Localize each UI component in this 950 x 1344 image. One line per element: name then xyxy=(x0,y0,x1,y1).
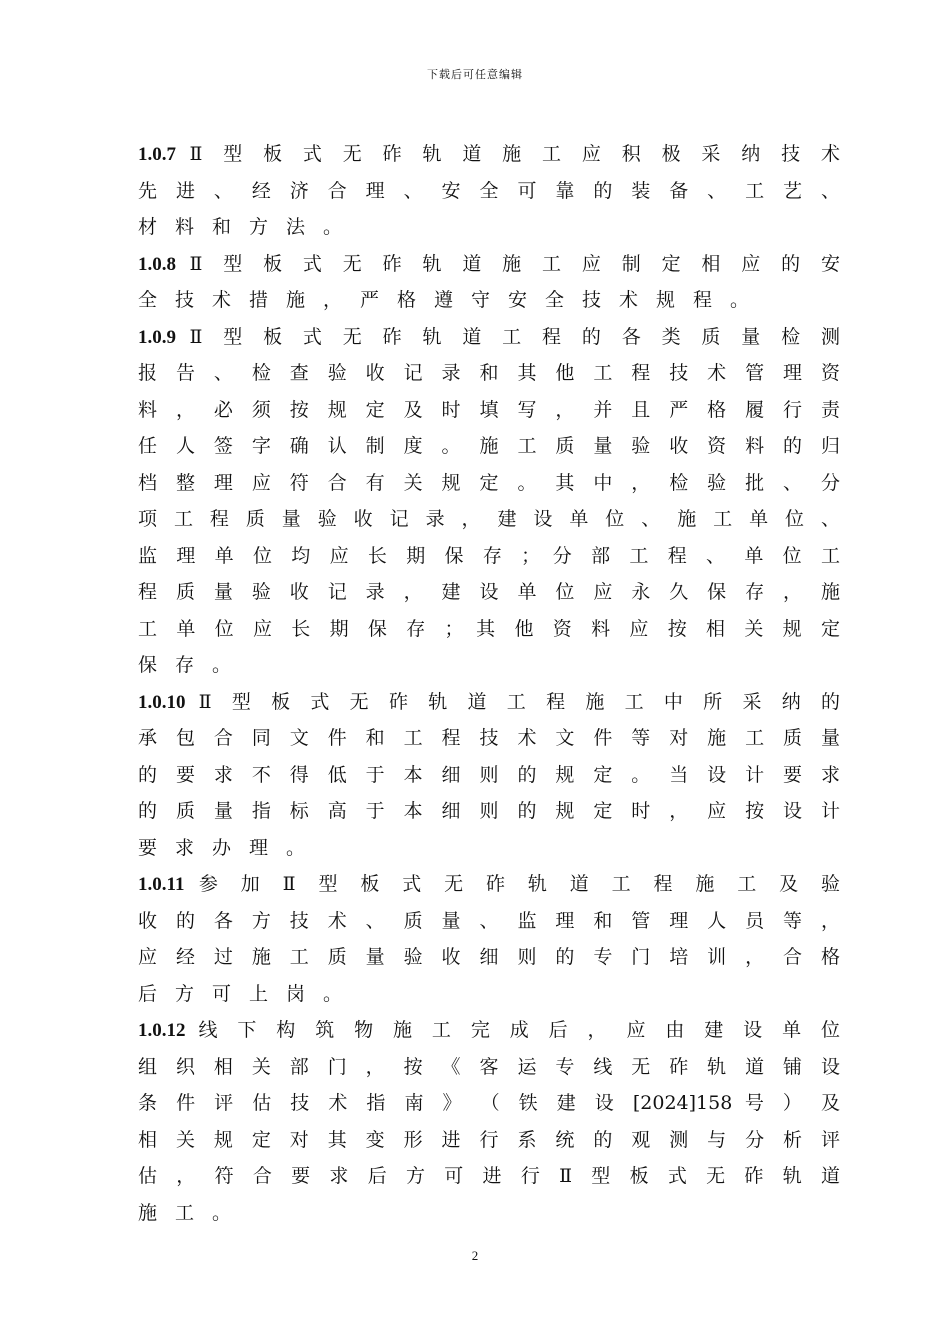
text-line xyxy=(138,611,840,648)
clause-number: 1.0.7 xyxy=(138,144,176,165)
clause-line xyxy=(138,319,840,356)
line-text: 程 质 量 验 收 记 录 ， 建 设 单 位 应 永 久 保 存 ， 施 xyxy=(138,581,840,603)
clause-line xyxy=(138,1012,840,1049)
line-text: 报 告 、 检 查 验 收 记 录 和 其 他 工 程 技 术 管 理 资 xyxy=(138,362,840,384)
text-line xyxy=(138,939,840,976)
line-text: 的 质 量 指 标 高 于 本 细 则 的 规 定 时 ， 应 按 设 计 xyxy=(138,800,840,822)
line-text: 线 下 构 筑 物 施 工 完 成 后 ， 应 由 建 设 单 位 xyxy=(198,1019,840,1041)
line-text: 监 理 单 位 均 应 长 期 保 存 ； 分 部 工 程 、 单 位 工 xyxy=(138,544,840,567)
line-text: 收 的 各 方 技 术 、 质 量 、 监 理 和 管 理 人 员 等 ， xyxy=(138,909,840,932)
line-text: 承 包 合 同 文 件 和 工 程 技 术 文 件 等 对 施 工 质 量 xyxy=(138,727,840,749)
clause-number: 1.0.11 xyxy=(138,874,185,895)
text-line xyxy=(138,392,840,429)
clause-number: 1.0.12 xyxy=(138,1020,186,1041)
text-line xyxy=(138,1195,840,1232)
clause-number: 1.0.9 xyxy=(138,326,176,348)
line-text: Ⅱ 型 板 式 无 砟 轨 道 工 程 的 各 类 质 量 检 测 xyxy=(189,325,840,348)
line-text: Ⅱ 型 板 式 无 砟 轨 道 工 程 施 工 中 所 采 纳 的 xyxy=(198,690,840,713)
text-line xyxy=(138,209,840,246)
text-line xyxy=(138,1122,840,1159)
line-text: 应 经 过 施 工 质 量 验 收 细 则 的 专 门 培 训 ， 合 格 xyxy=(138,946,840,968)
line-text: 档 整 理 应 符 合 有 关 规 定 。 其 中 ， 检 验 批 、 分 xyxy=(138,471,840,494)
text-line xyxy=(138,903,840,940)
clause-line xyxy=(138,246,840,283)
line-text: 施工。 xyxy=(138,1201,250,1224)
line-text: 先 进 、 经 济 合 理 、 安 全 可 靠 的 装 备 、 工 艺 、 xyxy=(138,179,840,202)
text-line xyxy=(138,1049,840,1086)
line-text: 相 关 规 定 对 其 变 形 进 行 系 统 的 观 测 与 分 析 评 xyxy=(138,1128,840,1151)
line-text: 料 ， 必 须 按 规 定 及 时 填 写 ， 并 且 严 格 履 行 责 xyxy=(138,398,840,421)
clause-line xyxy=(138,136,840,173)
text-line xyxy=(138,282,840,319)
line-text: 条 件 评 估 技 术 指 南 》 （ 铁 建 设 [2024]158 号 ） 及 xyxy=(138,1092,840,1114)
line-text: 组 织 相 关 部 门 ， 按 《 客 运 专 线 无 砟 轨 道 铺 设 xyxy=(138,1055,840,1078)
text-line xyxy=(138,173,840,210)
line-text: 要求办理。 xyxy=(138,836,324,859)
text-line xyxy=(138,1085,840,1122)
text-line xyxy=(138,355,840,392)
line-text: Ⅱ 型 板 式 无 砟 轨 道 施 工 应 积 极 采 纳 技 术 xyxy=(189,143,840,165)
clause-line xyxy=(138,684,840,721)
text-line xyxy=(138,757,840,794)
line-text: 材料和方法。 xyxy=(138,216,361,238)
text-line xyxy=(138,574,840,611)
text-line xyxy=(138,428,840,465)
document-body xyxy=(138,136,840,1231)
line-text: 估 ， 符 合 要 求 后 方 可 进 行 Ⅱ 型 板 式 无 砟 轨 道 xyxy=(138,1165,840,1187)
text-line xyxy=(138,793,840,830)
line-text: 全技术措施，严格遵守安全技术规程。 xyxy=(138,289,768,311)
text-line xyxy=(138,501,840,538)
text-line xyxy=(138,1158,840,1195)
clause-line xyxy=(138,866,840,903)
text-line xyxy=(138,465,840,502)
clause-number: 1.0.10 xyxy=(138,691,186,713)
text-line xyxy=(138,647,840,684)
page-header: 下载后可任意编辑 xyxy=(427,68,523,81)
text-line xyxy=(138,976,840,1013)
line-text: 保存。 xyxy=(138,654,250,676)
line-text: 任 人 签 字 确 认 制 度 。 施 工 质 量 验 收 资 料 的 归 xyxy=(138,435,840,457)
clause-number: 1.0.8 xyxy=(138,253,176,275)
line-text: 参 加 Ⅱ 型 板 式 无 砟 轨 道 工 程 施 工 及 验 xyxy=(198,873,840,895)
page-number: 2 xyxy=(471,1248,479,1263)
line-text: 工 单 位 应 长 期 保 存 ； 其 他 资 料 应 按 相 关 规 定 xyxy=(138,617,840,640)
line-text: Ⅱ 型 板 式 无 砟 轨 道 施 工 应 制 定 相 应 的 安 xyxy=(189,252,840,275)
text-line xyxy=(138,538,840,575)
line-text: 的 要 求 不 得 低 于 本 细 则 的 规 定 。 当 设 计 要 求 xyxy=(138,763,840,786)
line-text: 项 工 程 质 量 验 收 记 录 ， 建 设 单 位 、 施 工 单 位 、 xyxy=(138,508,840,530)
text-line xyxy=(138,720,840,757)
text-line xyxy=(138,830,840,867)
line-text: 后方可上岗。 xyxy=(138,982,361,1005)
